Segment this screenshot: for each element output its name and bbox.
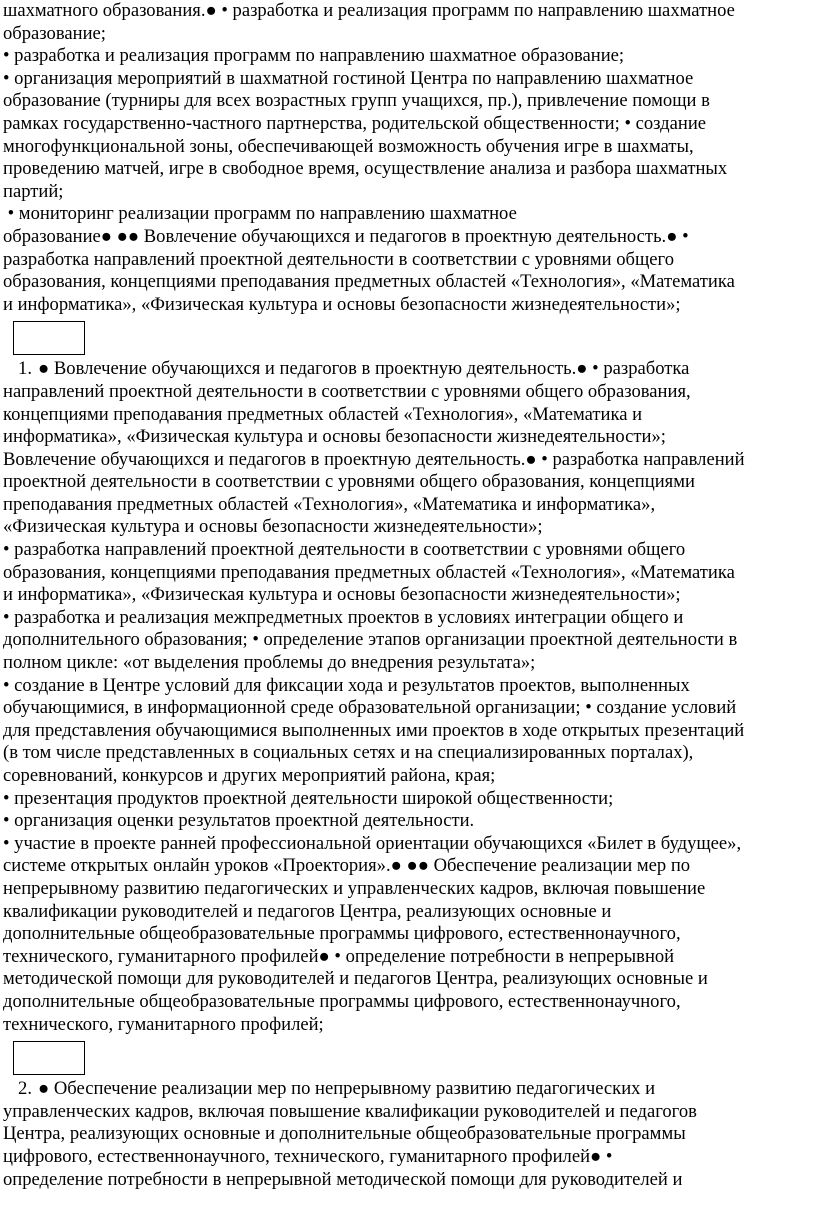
text-line: информатика», «Физическая культура и основы безопасности жизнедеятельности»; <box>3 426 666 448</box>
text-line: многофункциональной зоны, обеспечивающей возможность обучения игре в шахматы, <box>3 135 694 157</box>
text-line: • создание в Центре условий для фиксации хода и результатов проектов, выполненных <box>3 674 690 696</box>
text-line: • презентация продуктов проектной деятельности широкой общественности; <box>3 787 614 809</box>
text-line: образование (турниры для всех возрастных групп учащихся, пр.), привлечение помощи в <box>3 90 710 112</box>
list-number: 2. <box>18 1078 32 1100</box>
text-line: • разработка и реализация программ по направлению шахматное образование; <box>3 45 625 67</box>
text-line: проведению матчей, игре в свободное время, осуществление анализа и разбора шахматных <box>3 158 728 180</box>
text-line: и информатика», «Физическая культура и основы безопасности жизнедеятельности»; <box>3 293 681 315</box>
text-line: дополнительные общеобразовательные программы цифрового, естественнонаучного, <box>3 923 681 945</box>
text-line: направлений проектной деятельности в соответствии с уровнями общего образования, <box>3 380 691 402</box>
text-line: (в том числе представленных в социальных сетях и на специализированных порталах), <box>3 742 694 764</box>
text-line: полном цикле: «от выделения проблемы до внедрения результата»; <box>3 652 536 674</box>
text-line: определение потребности в непрерывной методической помощи для руководителей и <box>3 1168 683 1190</box>
text-line: для представления обучающимися выполненных ими проектов в ходе открытых презентаций <box>3 719 745 741</box>
text-line: управленческих кадров, включая повышение квалификации руководителей и педагогов <box>3 1100 697 1122</box>
text-line: преподавания предметных областей «Технология», «Математика и информатика», <box>3 493 656 515</box>
text-line: образование● ●● Вовлечение обучающихся и педагогов в проектную деятельность.● • <box>3 225 689 247</box>
text-line: образование; <box>3 22 106 44</box>
list-number: 1. <box>18 358 32 380</box>
text-line: квалификации руководителей и педагогов Центра, реализующих основные и <box>3 900 612 922</box>
paragraph-intro <box>3 0 813 316</box>
text-line: шахматного образования.● • разработка и реализация программ по направлению шахматное <box>3 0 735 21</box>
empty-box <box>13 321 85 355</box>
text-line: «Физическая культура и основы безопасности жизнедеятельности»; <box>3 516 543 538</box>
list-item-2 <box>3 1078 813 1191</box>
list-item-1 <box>3 358 813 1036</box>
text-line: Вовлечение обучающихся и педагогов в проектную деятельность.● • разработка направлений <box>3 448 745 470</box>
text-line: образования, концепциями преподавания предметных областей «Технология», «Математика <box>3 561 735 583</box>
text-line: • разработка и реализация межпредметных проектов в условиях интеграции общего и <box>3 606 684 628</box>
text-line: • организация оценки результатов проектной деятельности. <box>3 810 475 832</box>
text-line: • мониторинг реализации программ по направлению шахматное <box>3 203 517 225</box>
text-line: проектной деятельности в соответствии с уровнями общего образования, концепциями <box>3 471 695 493</box>
text-line: методической помощи для руководителей и педагогов Центра, реализующих основные и <box>3 968 708 990</box>
empty-box <box>13 1041 85 1075</box>
text-line: цифрового, естественнонаучного, технического, гуманитарного профилей● • <box>3 1145 613 1167</box>
text-line: партий; <box>3 180 64 202</box>
text-line: и информатика», «Физическая культура и основы безопасности жизнедеятельности»; <box>3 584 681 606</box>
text-line: обучающимися, в информационной среде образовательной организации; • создание условий <box>3 697 737 719</box>
text-line: Центра, реализующих основные и дополнительные общеобразовательные программы <box>3 1123 686 1145</box>
text-line: • участие в проекте ранней профессиональной ориентации обучающихся «Билет в будущее», <box>3 832 742 854</box>
text-line: • разработка направлений проектной деятельности в соответствии с уровнями общего <box>3 539 686 561</box>
text-line: соревнований, конкурсов и других мероприятий района, края; <box>3 765 496 786</box>
list-item-first-line: ● Обеспечение реализации мер по непрерывному развитию педагогических и <box>38 1078 656 1100</box>
text-line: разработка направлений проектной деятельности в соответствии с уровнями общего <box>3 248 674 270</box>
text-line: • организация мероприятий в шахматной гостиной Центра по направлению шахматное <box>3 67 694 89</box>
text-line: технического, гуманитарного профилей● • определение потребности в непрерывной <box>3 945 675 967</box>
text-line: системе открытых онлайн уроков «Проектория».● ●● Обеспечение реализации мер по <box>3 855 691 877</box>
text-line: технического, гуманитарного профилей; <box>3 1013 324 1035</box>
text-line: концепциями преподавания предметных областей «Технология», «Математика и <box>3 403 643 425</box>
text-line: непрерывному развитию педагогических и управленческих кадров, включая повышение <box>3 877 706 899</box>
text-line: образования, концепциями преподавания предметных областей «Технология», «Математика <box>3 271 735 293</box>
list-item-first-line: ● Вовлечение обучающихся и педагогов в проектную деятельность.● • разработка <box>38 358 690 380</box>
text-line: рамках государственно-частного партнерства, родительской общественности; • создание <box>3 112 707 134</box>
text-line: дополнительного образования; • определение этапов организации проектной деятельности в <box>3 629 738 651</box>
text-line: дополнительные общеобразовательные программы цифрового, естественнонаучного, <box>3 990 681 1012</box>
